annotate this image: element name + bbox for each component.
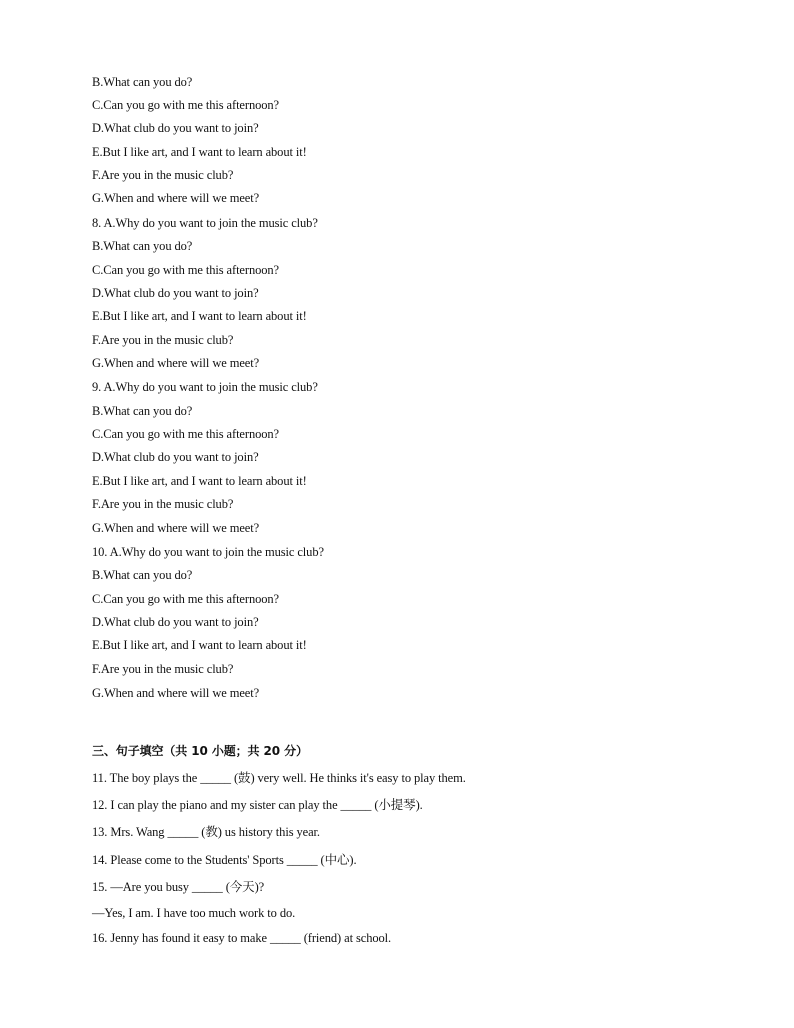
option-line: C.Can you go with me this afternoon? [92,592,279,606]
option-line: F.Are you in the music club? [92,333,234,347]
option-line: C.Can you go with me this afternoon? [92,263,279,277]
question-13: 13. Mrs. Wang _____ (教) us history this year. [92,825,320,839]
option-line: E.But I like art, and I want to learn about it! [92,474,307,488]
option-line: G.When and where will we meet? [92,356,260,370]
option-line: D.What club do you want to join? [92,450,259,464]
question-9-line: 9. A.Why do you want to join the music club? [92,380,318,394]
option-line: B.What can you do? [92,404,193,418]
option-line: F.Are you in the music club? [92,662,234,676]
question-12: 12. I can play the piano and my sister can play the _____ (小提琴). [92,798,423,812]
option-line: B.What can you do? [92,75,193,89]
option-line: G.When and where will we meet? [92,521,260,535]
question-10-line: 10. A.Why do you want to join the music club? [92,545,324,559]
option-line: B.What can you do? [92,239,193,253]
option-line: D.What club do you want to join? [92,121,259,135]
option-line: B.What can you do? [92,568,193,582]
option-line: D.What club do you want to join? [92,286,259,300]
option-line: G.When and where will we meet? [92,686,260,700]
question-8-line: 8. A.Why do you want to join the music club? [92,216,318,230]
option-line: F.Are you in the music club? [92,168,234,182]
question-16: 16. Jenny has found it easy to make _____ (friend) at school. [92,931,392,945]
question-15: 15. —Are you busy _____ (今天)? [92,880,265,894]
question-11: 11. The boy plays the _____ (鼓) very well. He thinks it's easy to play them. [92,771,466,785]
question-15-answer: —Yes, I am. I have too much work to do. [92,906,296,920]
option-line: E.But I like art, and I want to learn about it! [92,309,307,323]
option-line: E.But I like art, and I want to learn about it! [92,145,307,159]
section-heading: 三、句子填空（共 10 小题；共 20 分） [92,744,308,758]
option-line: F.Are you in the music club? [92,497,234,511]
option-line: G.When and where will we meet? [92,191,260,205]
option-line: E.But I like art, and I want to learn about it! [92,638,307,652]
option-line: C.Can you go with me this afternoon? [92,98,279,112]
option-line: C.Can you go with me this afternoon? [92,427,279,441]
option-line: D.What club do you want to join? [92,615,259,629]
question-14: 14. Please come to the Students' Sports _____ (中心). [92,853,357,867]
